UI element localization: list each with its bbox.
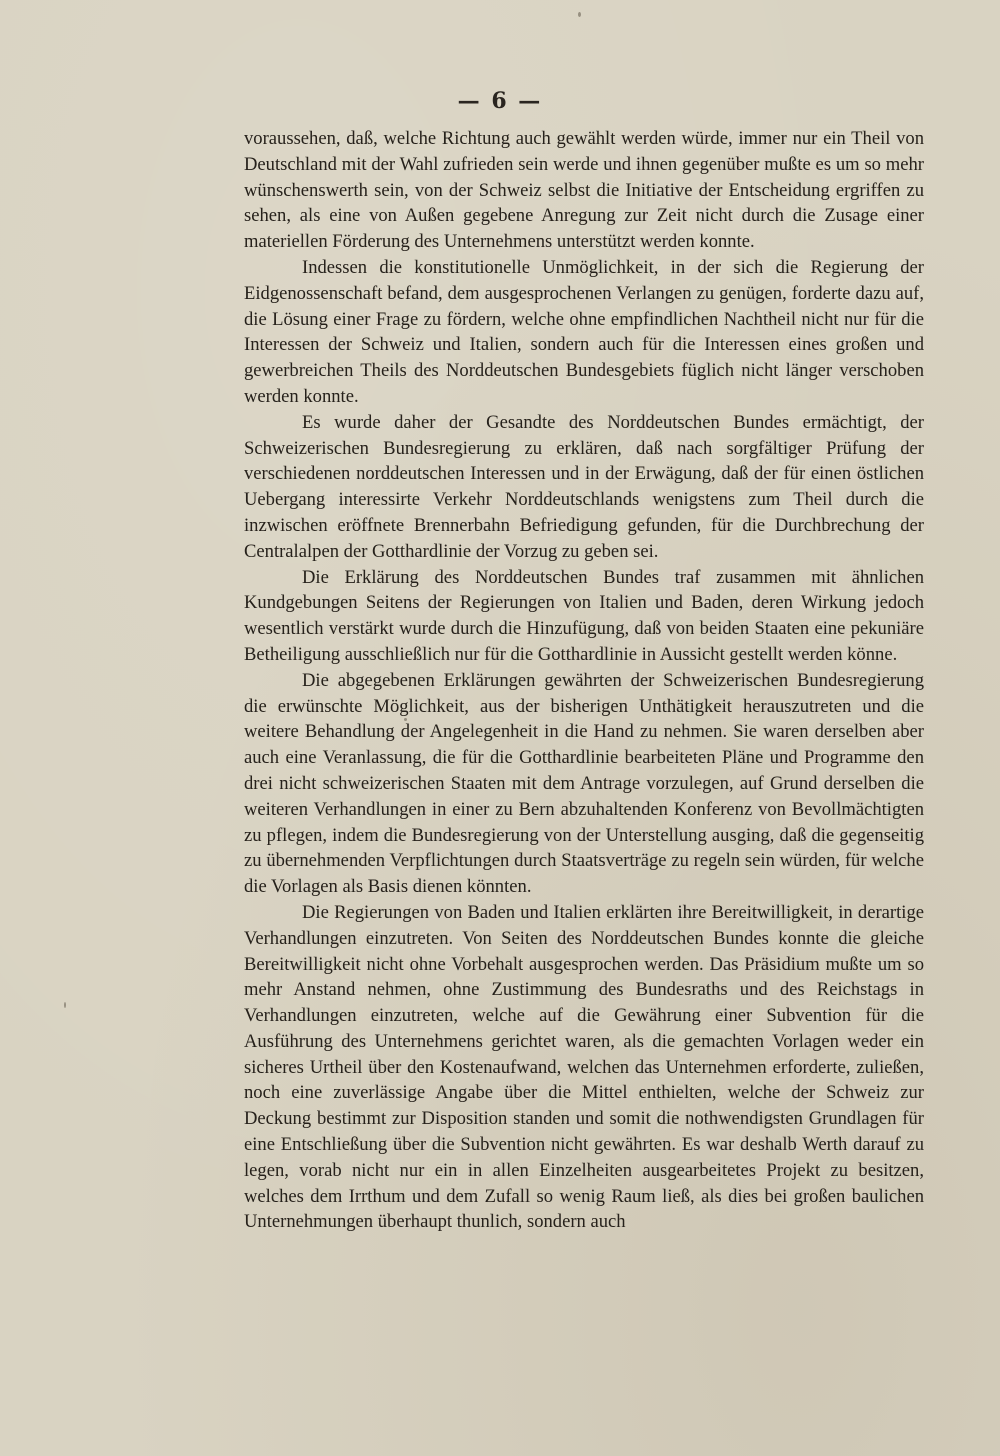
paragraph-3: Es wurde daher der Gesandte des Norddeutschen Bundes ermächtigt, der Schweizerischen Bundesregierung zu erklären, daß nach sorgfältiger Prüfung der verschiedenen norddeutschen Interessen und in der Erwägung, daß der für einen östlichen Uebergang interessirte Verkehr Norddeutschlands wenigstens zum Theil durch die inzwischen eröffnete Brennerbahn Befriedigung gefunden, für die Durchbrechung der Centralalpen der Gotthardlinie der Vorzug zu geben sei.	[244, 411, 924, 562]
paper-speck	[64, 1002, 66, 1008]
paragraph-4: Die Erklärung des Norddeutschen Bundes traf zusammen mit ähnlichen Kundgebungen Seitens der Regierungen von Italien und Baden, deren Wirkung jedoch wesentlich verstärkt wurde durch die Hinzufügung, daß von beiden Staaten eine pekuniäre Betheiligung ausschließlich nur für die Gotthardlinie in Aussicht gestellt werden könne.	[244, 566, 924, 665]
paper-speck	[404, 718, 407, 721]
paragraph-2: Indessen die konstitutionelle Unmöglichkeit, in der sich die Regierung der Eidgenossenschaft befand, dem ausgesprochenen Verlangen zu genügen, forderte dazu auf, die Lösung einer Frage zu fördern, welche ohne empfindlichen Nachtheil nicht nur für die Interessen der Schweiz und Italien, sondern auch für die Interessen eines großen und gewerbreichen Theils des Norddeutschen Bundesgebiets füglich nicht länger verschoben werden konnte.	[244, 256, 924, 407]
paragraph-6: Die Regierungen von Baden und Italien erklärten ihre Bereitwilligkeit, in derartige Verhandlungen einzutreten. Von Seiten des Norddeutschen Bundes konnte die gleiche Bereitwilligkeit nicht ohne Vorbehalt ausgesprochen werden. Das Präsidium mußte um so mehr Anstand nehmen, ohne Zustimmung des Bundesraths und des Reichstags in Verhandlungen einzutreten, welche auf die Gewährung einer Subvention für die Ausführung des Unternehmens gerichtet waren, als die gemachten Vorlagen weder ein sicheres Urtheil über den Kostenaufwand, welchen das Unternehmen erforderte, zuließen, noch eine zuverlässige Angabe über die Mittel enthielten, welche der Schweiz zur Deckung bestimmt zur Disposition standen und somit die nothwendigsten Grundlagen für eine Entschließung über die Subvention nicht gewährten. Es war deshalb Werth darauf zu legen, vorab nicht nur ein in allen Einzelheiten ausgearbeitetes Projekt zu besitzen, welches dem Irrthum und dem Zufall so wenig Raum ließ, als dies bei großen baulichen Unternehmungen überhaupt thunlich, sondern auch	[244, 901, 924, 1233]
paragraph-5: Die abgegebenen Erklärungen gewährten der Schweizerischen Bundesregierung die erwünschte Möglichkeit, aus der bisherigen Unthätigkeit herauszutreten und die weitere Behandlung der Angelegenheit in die Hand zu nehmen. Sie waren derselben aber auch eine Veranlassung, die für die Gotthardlinie bearbeiteten Pläne und Programme den drei nicht schweizerischen Staaten mit dem Antrage vorzulegen, auf Grund derselben die weiteren Verhandlungen in einer zu Bern abzuhaltenden Konferenz von Bevollmächtigten zu pflegen, indem die Bundesregierung von der Unterstellung ausging, daß die gegenseitig zu übernehmenden Verpflichtungen durch Staatsverträge zu regeln sein würden, für welche die Vorlagen als Basis dienen könnten.	[244, 669, 924, 898]
paragraph-1: voraussehen, daß, welche Richtung auch gewählt werden würde, immer nur ein Theil von Deutschland mit der Wahl zufrieden sein werde und ihnen gegenüber mußte es um so mehr wünschenswerth sein, von der Schweiz selbst die Initiative der Entscheidung ergriffen zu sehen, als eine von Außen gegebene Anregung zur Zeit nicht durch die Zusage einer materiellen Förderung des Unternehmens unterstützt werden konnte.	[244, 128, 924, 253]
paper-speck	[578, 12, 581, 17]
page-number: — 6 —	[457, 88, 543, 114]
body-text	[244, 126, 924, 1235]
